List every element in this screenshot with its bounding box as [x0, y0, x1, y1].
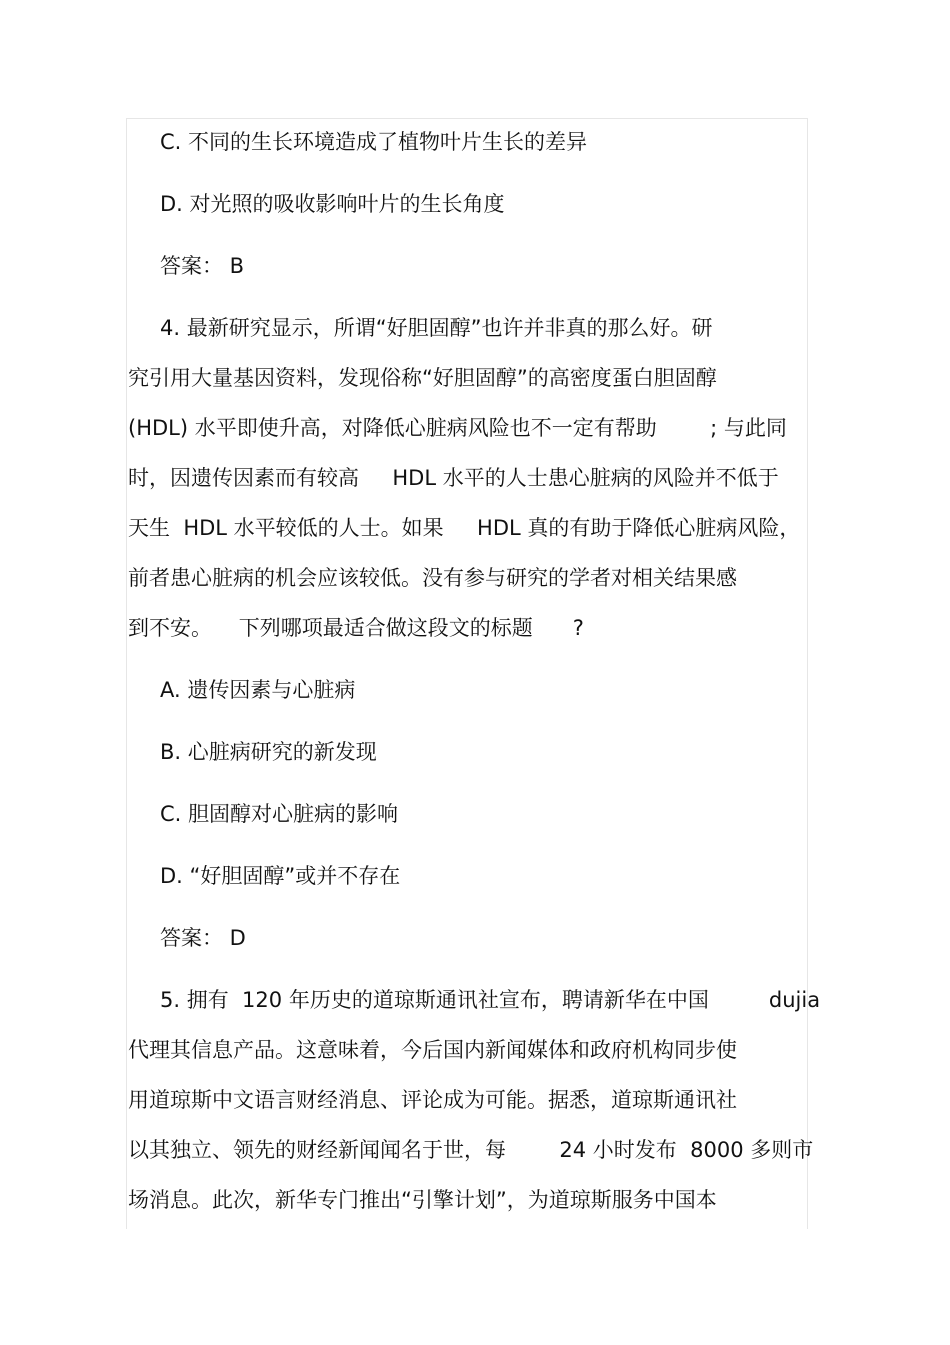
- q5-stem-line-3: 用道琼斯中文语言财经消息、评论成为可能。据悉，道琼斯通讯社: [128, 1088, 737, 1112]
- q4-stem-line-1: 4. 最新研究显示，所谓“好胆固醇”也许并非真的那么好。研: [160, 316, 713, 340]
- q4-stem-line-6: 前者患心脏病的机会应该较低。没有参与研究的学者对相关结果感: [128, 566, 737, 590]
- q5-stem-line-1: 5. 拥有 120 年历史的道琼斯通讯社宣布，聘请新华在中国 dujia: [160, 988, 821, 1012]
- q4-option-c: C. 胆固醇对心脏病的影响: [160, 802, 399, 826]
- q3-option-d: D. 对光照的吸收影响叶片的生长角度: [160, 192, 505, 216]
- q4-stem-line-2: 究引用大量基因资料，发现俗称“好胆固醇”的高密度蛋白胆固醇: [128, 366, 717, 390]
- q4-stem-line-5: 天生 HDL 水平较低的人士。如果 HDL 真的有助于降低心脏病风险，: [128, 516, 801, 540]
- q3-option-c: C. 不同的生长环境造成了植物叶片生长的差异: [160, 130, 588, 154]
- q4-answer: 答案： D: [160, 926, 246, 950]
- q4-stem-line-4: 时，因遗传因素而有较高 HDL 水平的人士患心脏病的风险并不低于: [128, 466, 779, 490]
- q5-stem-line-5: 场消息。此次，新华专门推出“引擎计划”，为道琼斯服务中国本: [128, 1188, 717, 1212]
- q5-stem-line-2: 代理其信息产品。这意味着，今后国内新闻媒体和政府机构同步使: [128, 1038, 737, 1062]
- q4-option-d: D. “好胆固醇”或并不存在: [160, 864, 401, 888]
- q4-stem-line-7: 到不安。 下列哪项最适合做这段文的标题 ?: [128, 616, 584, 640]
- q4-option-a: A. 遗传因素与心脏病: [160, 678, 356, 702]
- q5-stem-line-4: 以其独立、领先的财经新闻闻名于世，每 24 小时发布 8000 多则市: [128, 1138, 814, 1162]
- q3-answer: 答案： B: [160, 254, 245, 278]
- q4-stem-line-3: (HDL) 水平即使升高，对降低心脏病风险也不一定有帮助 ; 与此同: [128, 416, 787, 440]
- q4-option-b: B. 心脏病研究的新发现: [160, 740, 377, 764]
